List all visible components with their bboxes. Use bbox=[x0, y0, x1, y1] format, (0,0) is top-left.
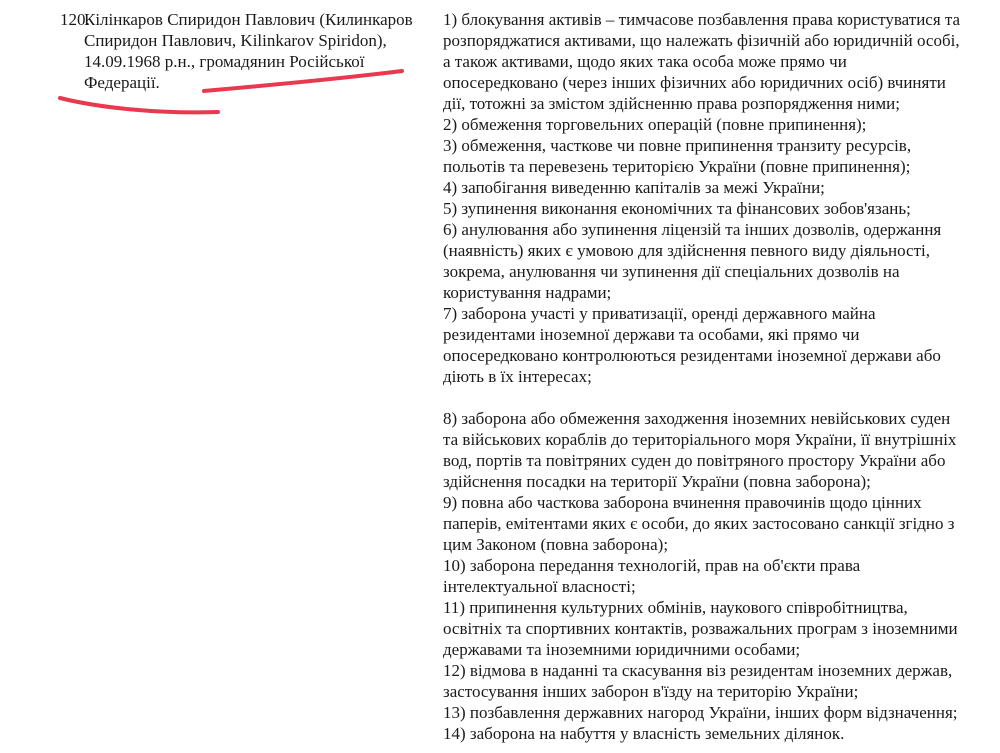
sanction-item-14: 14) заборона на набуття у власність земельних ділянок. bbox=[443, 724, 845, 743]
sanctioned-person: Кілінкаров Спиридон Павлович (Килинкаров Спиридон Павлович, Kilinkarov Spiridon), 14.09.1968 р.н., громадянин Російської Федерації. bbox=[84, 10, 413, 92]
sanction-item-11: 11) припинення культурних обмінів, наукового співробітництва, освітніх та спортивних контактів, розважальних програм з іноземними державами та іноземними юридичними особами; bbox=[443, 598, 958, 659]
sanction-item-8: 8) заборона або обмеження заходження іноземних невійськових суден та військових кораблів до територіального моря України, її внутрішніх вод, портів та повітряних суден до повітряного простору України або здійснення посадки на території України (повна заборона); bbox=[443, 409, 957, 491]
sanction-item-5: 5) зупинення виконання економічних та фінансових зобов'язань; bbox=[443, 199, 911, 218]
sanction-item-12: 12) відмова в наданні та скасування віз резидентам іноземних держав, застосування інших заборон в'їзду на територію України; bbox=[443, 661, 953, 701]
sanction-item-1: 1) блокування активів – тимчасове позбавлення права користуватися та розпоряджатися активами, що належать фізичній або юридичній особі, а також активами, щодо яких така особа може прямо чи опосередковано (через інших фізичних або юридичних осіб) вчиняти дії, тотожні за змістом здійсненню права розпорядження ними; bbox=[443, 10, 961, 113]
sanction-item-4: 4) запобігання виведенню капіталів за межі України; bbox=[443, 178, 825, 197]
sanction-item-13: 13) позбавлення державних нагород України, інших форм відзначення; bbox=[443, 703, 958, 722]
sanction-item-2: 2) обмеження торговельних операцій (повне припинення); bbox=[443, 115, 867, 134]
sanction-item-6: 6) анулювання або зупинення ліцензій та інших дозволів, одержання (наявність) яких є умовою для здійснення певного виду діяльності, зокрема, анулювання чи зупинення дії спеціальних дозволів на користування надрами; bbox=[443, 220, 942, 302]
entry-number: 120. bbox=[60, 10, 90, 29]
sanction-item-7: 7) заборона участі у приватизації, оренді державного майна резидентами іноземної держави та особами, які прямо чи опосередковано контролюються резидентами іноземної держави або діють в їх інтересах; bbox=[443, 304, 941, 386]
sanction-item-3: 3) обмеження, часткове чи повне припинення транзиту ресурсів, польотів та перевезень територією України (повне припинення); bbox=[443, 136, 912, 176]
sanctions-list bbox=[443, 9, 995, 744]
sanction-item-10: 10) заборона передання технологій, прав на об'єкти права інтелектуальної власності; bbox=[443, 556, 861, 596]
underline-stroke-2 bbox=[60, 98, 218, 112]
sanction-item-9: 9) повна або часткова заборона вчинення правочинів щодо цінних паперів, емітентами яких є особи, до яких застосовано санкції згідно з цим Законом (повна заборона); bbox=[443, 493, 955, 554]
